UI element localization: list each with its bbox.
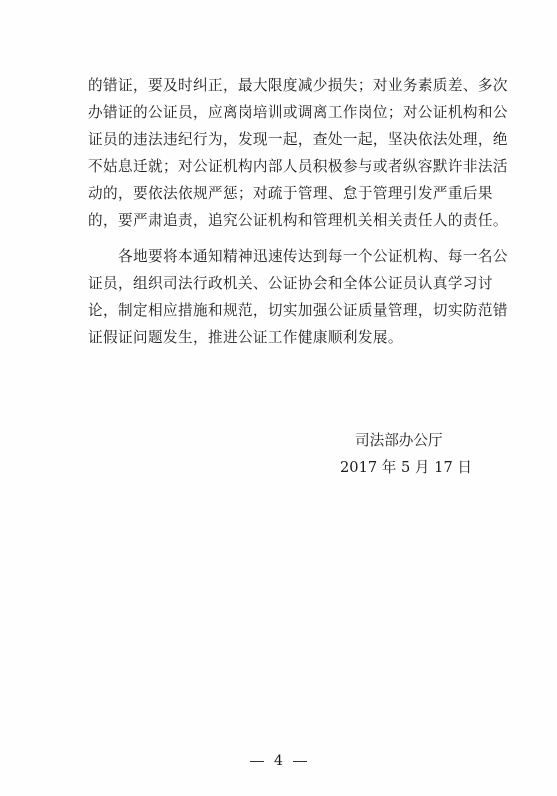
text-line: 的，要严肃追责，追究公证机构和管理机关相关责任人的责任。 — [88, 212, 508, 229]
document-body — [88, 72, 508, 351]
issue-date: 2017 年 5 月 17 日 — [340, 459, 472, 476]
issuing-organization: 司法部办公厅 — [355, 432, 443, 449]
paragraph-responsibility — [88, 72, 508, 234]
text-line: 的错证，要及时纠正，最大限度减少损失；对业务素质差、多次 — [88, 77, 508, 94]
text-line: 论，制定相应措施和规范，切实加强公证质量管理，切实防范错 — [88, 302, 508, 319]
footer-dash-right — [293, 761, 307, 762]
text-line: 证员，组织司法行政机关、公证协会和全体公证员认真学习讨 — [88, 275, 493, 292]
page-number: 4 — [274, 753, 283, 769]
paragraph-implementation — [88, 243, 508, 351]
footer-dash-left — [250, 761, 264, 762]
text-line: 证假证问题发生，推进公证工作健康顺利发展。 — [88, 329, 403, 346]
text-line: 办错证的公证员，应离岗培训或调离工作岗位；对公证机构和公 — [88, 104, 508, 121]
text-line: 动的，要依法依规严惩；对疏于管理、怠于管理引发严重后果 — [88, 185, 493, 202]
text-line: 各地要将本通知精神迅速传达到每一个公证机构、每一名公 — [118, 248, 508, 265]
text-line: 证员的违法违纪行为，发现一起，查处一起，坚决依法处理，绝 — [88, 131, 508, 148]
text-line: 不姑息迁就；对公证机构内部人员积极参与或者纵容默许非法活 — [88, 158, 508, 175]
paragraph-gap — [88, 234, 486, 243]
page-footer — [0, 752, 557, 770]
